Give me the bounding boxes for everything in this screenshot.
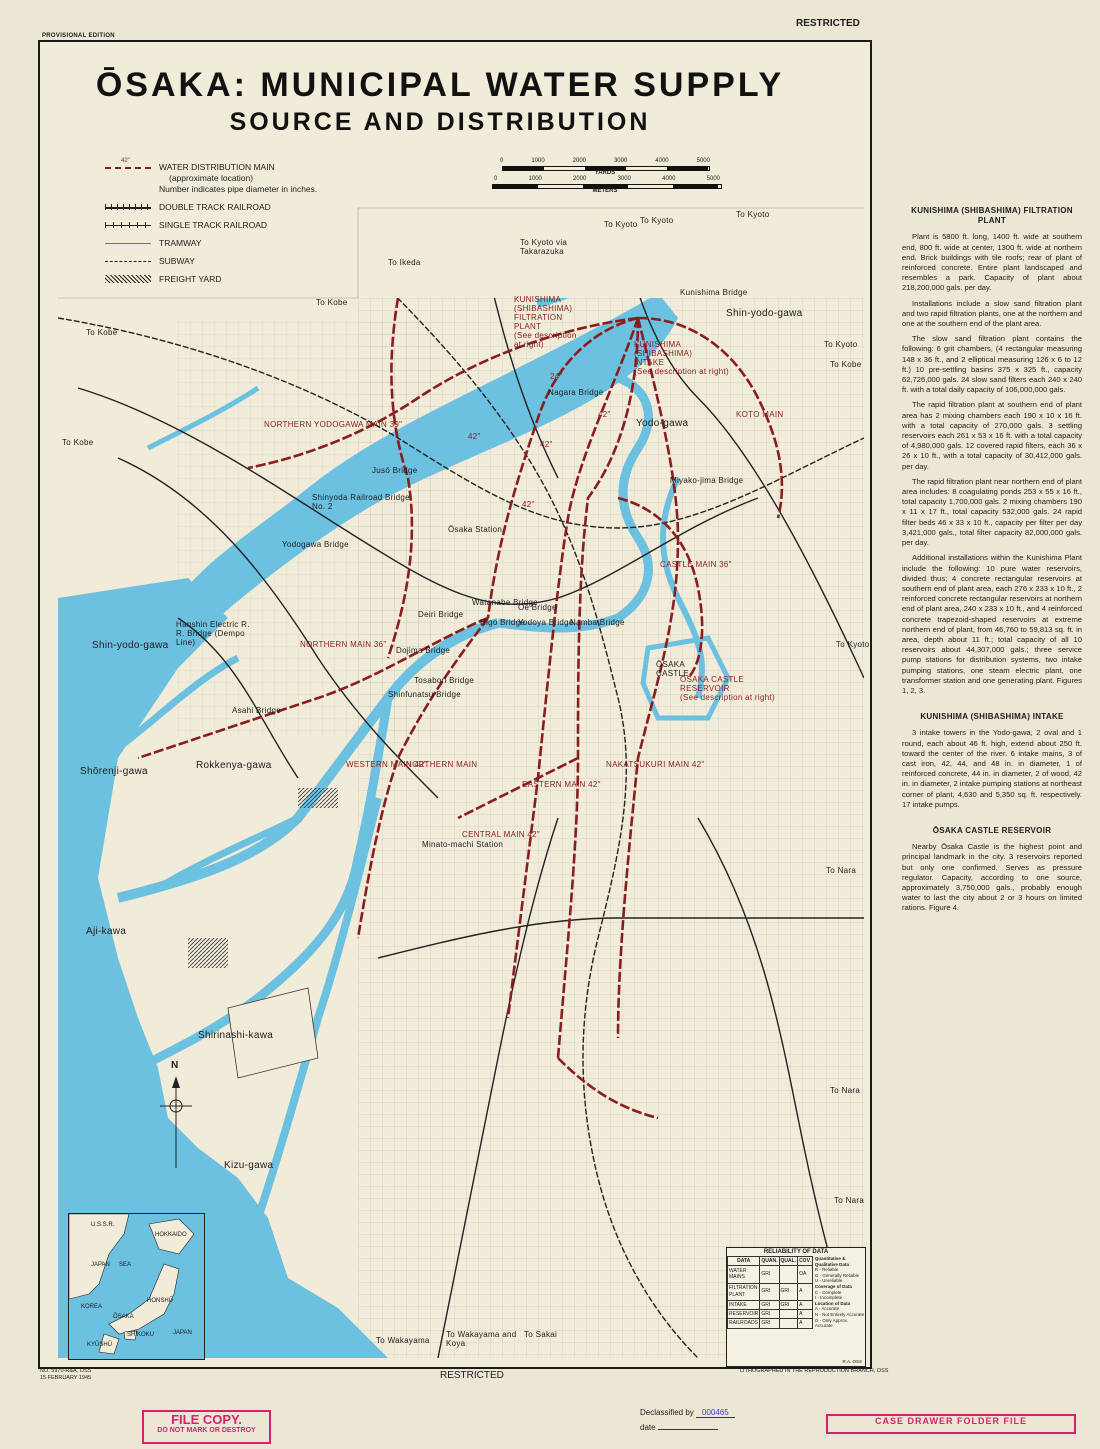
bridge-label: Shinfunatsu Bridge xyxy=(388,690,462,699)
main-label: WESTERN MAIN 42" xyxy=(346,760,427,769)
legend-water-main: 42" WATER DISTRIBUTION MAIN (approximate location) Number indicates pipe diameter in inches. xyxy=(105,162,365,195)
bridge-label: Tosabori Bridge xyxy=(414,676,475,685)
bridge-label: Jusō Bridge xyxy=(372,466,418,475)
direction-label: To Sakai xyxy=(524,1330,558,1339)
file-copy-stamp: FILE COPY. DO NOT MARK OR DESTROY xyxy=(142,1410,271,1444)
direction-label: To Kobe xyxy=(62,438,94,447)
legend xyxy=(105,158,365,292)
north-label: N xyxy=(171,1060,179,1071)
legend-tramway: TRAMWAY xyxy=(105,238,365,249)
main-label: EASTERN MAIN 42" xyxy=(522,780,601,789)
main-diameter-label: 42" xyxy=(540,440,553,449)
paragraph: Additional installations within the Kunishima Plant include the following: 10 pure water reservoirs, divided thus; 4 concrete rectangular reservoirs at southern end of plant area, each 276 x 233 x 10 ft., 2 reinforced concrete rectangular reservoirs at northern end of plant area, 240 x 233 x 10 ft., and 4 reinforced concrete trapezoid-shaped reservoirs at extreme northern end of plant, from 46,760 to 59,813 sq. ft. in area, depth about 11 ft.; total capacity of all 10 reservoirs about 44,307,000 gals.; three service pump stations for distribution systems, two intake pumping stations, one steam electric plant, one transformer station and one generating plant. Figures 1, 2, 3. xyxy=(902,553,1082,695)
description-column xyxy=(902,200,1082,919)
freight-yard-2 xyxy=(298,788,338,808)
main-label: KOTO MAIN xyxy=(736,410,784,419)
doc-number: NO. 5970-R&A, OSS 15 FEBRUARY 1945 xyxy=(40,1368,92,1381)
classification-top: RESTRICTED xyxy=(796,18,860,29)
station-label: Minato-machi Station xyxy=(422,840,504,849)
inset-label: ŌSAKA xyxy=(113,1314,134,1320)
paragraph: The rapid filtration plant near northern end of plant area includes: 8 coagulating ponds 253 x 55 x 16 ft., total capacity 1,700,000 gals. 2 mixing chambers 190 x 11 x 17 ft., total capacity 532,000 gals. 24 rapid filter beds 46 x 33 x 10 ft., capacity per filter per day 3,421,000 gals., total filter capacity 82,000,000 gals. per day. xyxy=(902,476,1082,548)
direction-label: To Nara xyxy=(830,1086,861,1095)
paragraph: Installations include a slow sand filtration plant and two rapid filtration plants, one at the northern and one at the southern end of the plant area. xyxy=(902,298,1082,329)
river-label: Kizu-gawa xyxy=(224,1160,274,1171)
intake-heading: KUNISHIMA (SHIBASHIMA) INTAKE xyxy=(920,712,1064,722)
main-label: CENTRAL MAIN 42" xyxy=(462,830,541,839)
scale-bar: 0 1000 2000 3000 4000 5000 YARDS 0 1000 2000 3000 4000 5000 METERS xyxy=(494,158,720,194)
legend-freight-yard: FREIGHT YARD xyxy=(105,274,365,285)
direction-label: To Kobe xyxy=(316,298,348,307)
legend-double-track: DOUBLE TRACK RAILROAD xyxy=(105,202,365,213)
lithographed-note: LITHOGRAPHED IN THE REPRODUCTION BRANCH, OSS xyxy=(740,1368,889,1374)
main-diameter-label: 42" xyxy=(598,410,611,419)
direction-label: To Kyoto xyxy=(736,210,770,219)
inset-label: KOREA xyxy=(81,1304,103,1310)
direction-label: To Kobe xyxy=(86,328,118,337)
castle-label: ŌSAKA CASTLE xyxy=(656,660,689,678)
inset-map xyxy=(68,1213,205,1360)
bridge-label: Deiri Bridge xyxy=(418,610,464,619)
direction-label: To Wakayama xyxy=(376,1336,430,1345)
direction-label: To Kyoto via Takarazuka xyxy=(520,238,568,256)
paragraph: Plant is 5800 ft. long, 1400 ft. wide at southern end, 800 ft. wide at center, 1300 ft. wide at northern end. Brick buildings with tile roofs; rear of plant of reinforced concrete. Entire plant landscaped and resembles a park. Capacity of plant about 218,200,000 gals. per day. xyxy=(902,232,1082,293)
bridge-label: Watanabe Bridge xyxy=(472,598,539,607)
river-label: Shin-yodo-gawa xyxy=(726,308,803,319)
bridge-label: Dojima Bridge xyxy=(396,646,451,655)
inset-label: JAPAN xyxy=(173,1330,192,1336)
declassified-block: Declassified by 000465 date xyxy=(640,1408,735,1432)
legend-single-track: SINGLE TRACK RAILROAD xyxy=(105,220,365,231)
direction-label: To Ikeda xyxy=(388,258,421,267)
bridge-label: Shinyoda Railroad Bridge No. 2 xyxy=(312,493,410,511)
direction-label: To Wakayama and Koya xyxy=(446,1330,517,1348)
paragraph: Nearby Ōsaka Castle is the highest point and principal landmark in the city. 3 reservoirs reported but only one confirmed. Serves as pressure regulator. Capacity, according to one source, approximately 3,750,000 gals., probably enough water to last the city about 2 or 3 hours on limited rations. Figure 4. xyxy=(902,842,1082,913)
river-label: Shin-yodo-gawa xyxy=(92,640,169,651)
bridge-label: Miyako-jima Bridge xyxy=(670,476,744,485)
main-diameter-label: 42" xyxy=(522,500,535,509)
main-label: NORTHERN MAIN 36" xyxy=(300,640,387,649)
bridge-label: Nagara Bridge xyxy=(548,388,604,397)
main-diameter-label: 42" xyxy=(468,432,481,441)
classification-bottom: RESTRICTED xyxy=(440,1370,504,1381)
edition-label: PROVISIONAL EDITION xyxy=(42,33,115,39)
plant-heading: KUNISHIMA (SHIBASHIMA) FILTRATION PLANT xyxy=(911,206,1073,226)
inset-label: U.S.S.R. xyxy=(91,1222,115,1228)
direction-label: To Kyoto xyxy=(836,640,870,649)
river-label: Rokkenya-gawa xyxy=(196,760,272,771)
inset-label: SEA xyxy=(119,1262,132,1268)
castle-reservoir-label: ŌSAKA CASTLE RESERVOIR (See description at right) xyxy=(680,675,775,702)
paragraph: The slow sand filtration plant contains the following: 6 grit chambers, (4 rectangular measuring 148 x 36 ft., and 2 elliptical measuring 126 x 6 to 12 ft.) 10 pre-settling basins 375 x 325 ft., capacity 62,726,000 gals. 24 slow sand filters each 240 x 240 ft. with a total daily capacity of 106,000,000 gals. xyxy=(902,334,1082,395)
river-label: Aji-kawa xyxy=(86,926,127,937)
inset-label: JAPAN xyxy=(91,1262,110,1268)
kunishima-intake-label: KUNISHIMA (SHIBASHIMA) INTAKE (See description at right) xyxy=(634,340,729,376)
bridge-label: Yodoya Bridge xyxy=(518,618,574,627)
legend-diameter-sample: 42" xyxy=(121,158,130,164)
direction-label: To Kobe xyxy=(830,360,862,369)
main-diameter-label: 24" xyxy=(550,372,563,381)
main-label: CASTLE MAIN 36" xyxy=(660,560,732,569)
direction-label: To Nara xyxy=(826,866,857,875)
bridge-label: Yodogawa Bridge xyxy=(282,540,349,549)
direction-label: To Kyoto xyxy=(824,340,858,349)
bridge-label: Higo Bridge xyxy=(480,618,526,627)
main-label: NAKATSUKURI MAIN 42" xyxy=(606,760,705,769)
bridge-label: Hanshin Electric R. R. Bridge (Dempo Line) xyxy=(176,620,250,647)
station-label: Ōsaka Station xyxy=(448,525,503,534)
bridge-label: Oe Bridge xyxy=(518,603,557,612)
map-title: ŌSAKA: MUNICIPAL WATER SUPPLY xyxy=(95,66,785,104)
case-drawer-stamp: CASE DRAWER FOLDER FILE xyxy=(826,1414,1076,1434)
main-label: NORTHERN MAIN xyxy=(406,760,478,769)
bridge-label: Asahi Bridge xyxy=(232,706,281,715)
bridge-label: Namba Bridge xyxy=(570,618,625,627)
inset-label: HOKKAIDO xyxy=(155,1232,187,1238)
legend-subway: SUBWAY xyxy=(105,256,365,267)
river-label: Yodo-gawa xyxy=(636,418,689,429)
map-subtitle: SOURCE AND DISTRIBUTION xyxy=(229,108,651,136)
freight-yard xyxy=(188,938,228,968)
main-label: NORTHERN YODOGAWA MAIN 39" xyxy=(264,420,403,429)
reservoir-heading: ŌSAKA CASTLE RESERVOIR xyxy=(932,825,1052,835)
inset-label: SHIKOKU xyxy=(127,1332,155,1338)
inset-label: HONSHŪ xyxy=(147,1298,174,1304)
direction-label: To Kyoto xyxy=(604,220,638,229)
direction-label: To Kyoto xyxy=(640,216,674,225)
bridge-label: Kunishima Bridge xyxy=(680,288,748,297)
river-label: Shōrenji-gawa xyxy=(80,766,148,777)
reliability-of-data: RELIABILITY OF DATA DATA QUAN. QUAL. COV. WATER MAINS GRI OA FILTRATION PLANT GRI GRI A INTAKE GRI GRI A RESERVOIR GRI A RAILROADS GRI A Quantitative & Qualitative Data R - Reliable G - Generally Reliable U - Unreliable Coverage of Data C - Complete I - Incomplete Location of Data A - Accurate N - Not Entirely Accurate O - Only Approx. Accurate R.A. OSS xyxy=(726,1247,866,1367)
inset-label: KYŪSHŪ xyxy=(87,1342,113,1348)
river-label: Shirinashi-kawa xyxy=(198,1030,274,1041)
paragraph: 3 intake towers in the Yodo-gawa, 2 oval and 1 round, each about 46 ft. high, extend about 250 ft. toward the center of the river. 6 intake mains, 3 of cast iron, 42, 44, and 48 in. in diameter, 1 of reinforced concrete, 44 in. in diameter, 2 of wood, 42 in. in diameter, 2 intake pumping stations at northeast corner of plant, 4,630 and 5,350 sq. ft. respectively. 17 intake pumps. xyxy=(902,728,1082,809)
paragraph: The rapid filtration plant at southern end of plant area has 2 mixing chambers each 190 x 10 x 16 ft. with a total capacity of 270,000 gals. 3 settling reservoirs each 261 x 53 x 16 ft. with a total capacity of 4,980,000 gals. 12 covered rapid filters, each 36 x 26 x 10 ft., with a total capacity of 30,412,000 gals. per day. xyxy=(902,400,1082,471)
direction-label: To Nara xyxy=(834,1196,865,1205)
kunishima-plant-label: KUNISHIMA (SHIBASHIMA) FILTRATION PLANT (See description at right) xyxy=(514,295,577,349)
